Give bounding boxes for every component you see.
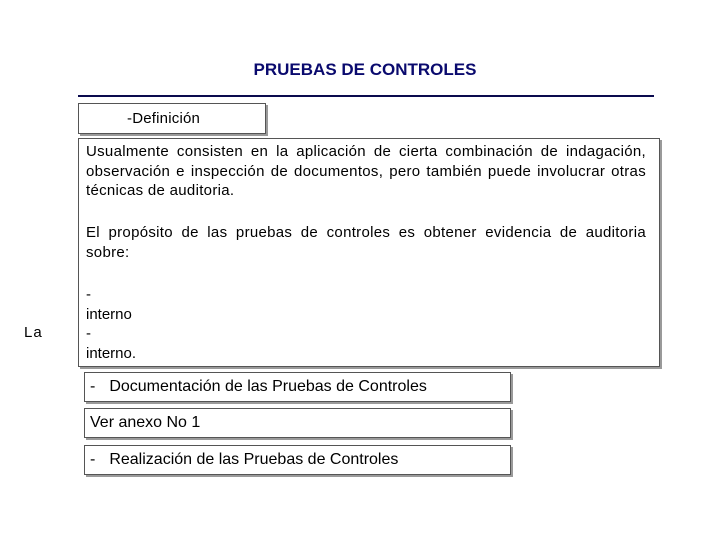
- row-text: Ver anexo No 1: [90, 414, 201, 431]
- bullet-dash: -: [86, 325, 91, 342]
- side-text: La: [24, 324, 43, 341]
- purpose-paragraph: El propósito de las pruebas de controles es obtener evidencia de auditoria sobre:: [86, 224, 646, 261]
- title-divider: [78, 95, 654, 97]
- annex-row: [84, 408, 511, 438]
- row-text: Realización de las Pruebas de Controles: [109, 451, 399, 468]
- row-dash: -: [90, 451, 96, 468]
- bullet-dash: -: [86, 286, 91, 303]
- row-label: [90, 451, 398, 469]
- definition-paragraph: Usualmente consisten en la aplicación de cierta combinación de indagación, observación e inspección de documentos, pero también puede involucrar otras técnicas de auditoria.: [86, 143, 646, 199]
- row-text: Documentación de las Pruebas de Controles: [109, 378, 427, 395]
- purpose-bullet-list: [86, 285, 136, 363]
- documentation-row: [84, 372, 511, 402]
- definition-content-box: [78, 138, 660, 367]
- definition-box: [78, 103, 266, 134]
- bullet-text: interno.: [86, 344, 137, 362]
- definition-label: -Definición: [127, 110, 201, 127]
- row-label: [90, 414, 200, 432]
- execution-row: [84, 445, 511, 475]
- row-dash: -: [90, 378, 96, 395]
- page-title: PRUEBAS DE CONTROLES: [253, 60, 477, 79]
- row-label: [90, 378, 427, 396]
- bullet-text: interno: [86, 305, 132, 323]
